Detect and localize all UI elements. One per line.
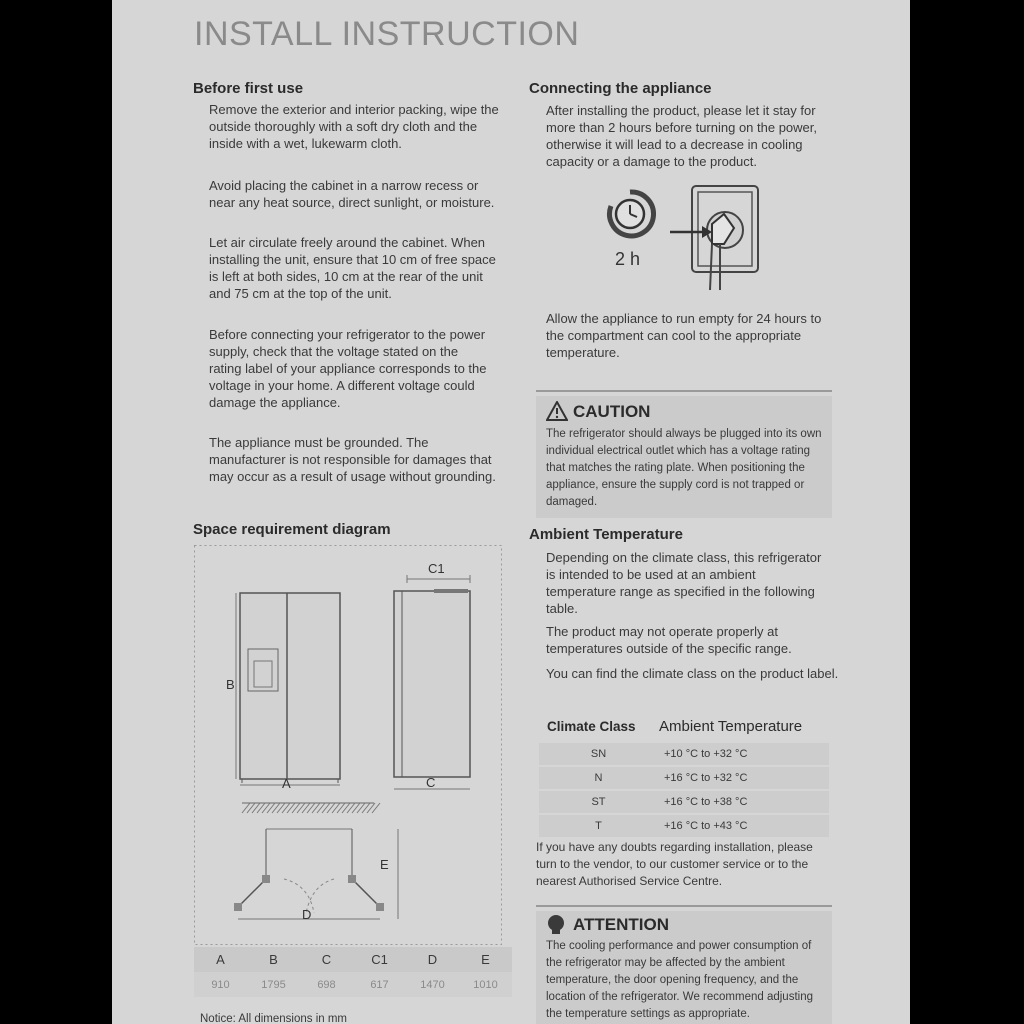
before-use-paragraph-3: Let air circulate freely around the cabinet. When installing the unit, ensure that 10 cm of free space is left at both sides, 10 cm at the rear of the unit and 75 cm at the top of the unit. <box>209 235 496 301</box>
before-first-use-heading: Before first use <box>193 80 304 97</box>
caution-heading: CAUTION <box>573 402 651 421</box>
climate-row <box>539 815 829 837</box>
divider <box>536 390 832 392</box>
installation-doubts-text: If you have any doubts regarding installation, please turn to the vendor, to our customer service or to the nearest Authorised Service Centre. <box>536 840 813 888</box>
ambient-heading: Ambient Temperature <box>529 526 683 543</box>
ambient-temperature-header: Ambient Temperature <box>659 717 803 735</box>
climate-header-row <box>539 711 829 741</box>
connecting-paragraph-1: After installing the product, please let it stay for more than 2 hours before turning on the power, otherwise it will lead to a decrease in cooling capacity or a damage to the product. <box>546 103 818 169</box>
connecting-paragraph-2: Allow the appliance to run empty for 24 hours to the compartment can cool to the appropriate temperature. <box>546 311 822 360</box>
dimension-label-d: D <box>302 907 312 922</box>
page-title: INSTALL INSTRUCTION <box>194 15 580 53</box>
before-use-paragraph-5: The appliance must be grounded. The manufacturer is not responsible for damages that may occur as a result of usage without grounding. <box>209 435 496 484</box>
dim-header: C1 <box>371 952 388 967</box>
dim-header: E <box>481 952 490 967</box>
warning-triangle-icon <box>546 401 568 421</box>
attention-text: The cooling performance and power consumption of the refrigerator may be affected by the ambient temperature, the door opening frequency, and the location of the refrigerator. We recommend adjusting the temperature settings as appropriate. <box>546 940 813 1020</box>
dim-value: 1470 <box>420 978 445 991</box>
climate-row <box>539 767 829 789</box>
before-use-paragraph-1: Remove the exterior and interior packing, wipe the outside thoroughly with a soft dry cloth and the inside with a wet, lukewarm cloth. <box>209 102 499 151</box>
caution-text: The refrigerator should always be plugged into its own individual electrical outlet which has a voltage rating that matches the rating plate. When positioning the appliance, ensure the supply cord is not trapped or damaged. <box>546 428 822 508</box>
climate-range: +10 °C to +32 °C <box>658 743 829 765</box>
dim-header: D <box>427 952 438 967</box>
divider <box>536 905 832 907</box>
climate-class: N <box>539 767 658 789</box>
fridge-top-view <box>234 829 398 919</box>
bulb-icon <box>546 914 566 936</box>
dim-value: 698 <box>317 978 336 991</box>
climate-class: ST <box>539 791 658 813</box>
climate-range: +16 °C to +43 °C <box>658 815 829 837</box>
plug-socket-icon <box>668 184 762 294</box>
wait-time-label: 2 h <box>615 249 641 269</box>
dimensions-header-row <box>194 947 512 972</box>
climate-class: T <box>539 815 658 837</box>
dimensions-table <box>194 947 512 997</box>
space-diagram-heading: Space requirement diagram <box>193 521 391 538</box>
dimension-label-c1: C1 <box>428 561 445 576</box>
connecting-heading: Connecting the appliance <box>529 80 712 97</box>
ambient-paragraph-1: Depending on the climate class, this refrigerator is intended to be used at an ambient temperature range as specified in the following table. <box>546 550 822 616</box>
dim-value: 617 <box>370 978 389 991</box>
climate-range: +16 °C to +38 °C <box>658 791 829 813</box>
dim-value: 1795 <box>261 978 286 991</box>
climate-class-header: Climate Class <box>547 718 636 734</box>
climate-class: SN <box>539 743 658 765</box>
climate-row <box>539 743 829 765</box>
climate-row <box>539 791 829 813</box>
dimensions-notice: Notice: All dimensions in mm <box>200 1013 347 1024</box>
dimension-label-c: C <box>426 775 436 790</box>
fridge-side-view <box>394 575 470 789</box>
before-use-paragraph-4: Before connecting your refrigerator to the power supply, check that the voltage stated on the rating label of your appliance corresponds to the voltage in your home. A different voltage could damage the appliance. <box>209 327 487 410</box>
dim-value: 910 <box>211 978 230 991</box>
space-requirement-diagram <box>194 545 502 945</box>
instruction-page <box>112 0 910 1024</box>
clock-icon <box>606 186 660 242</box>
fridge-front-view <box>236 593 340 785</box>
attention-heading: ATTENTION <box>573 915 670 934</box>
ambient-paragraph-2: The product may not operate properly at temperatures outside of the specific range. <box>546 624 792 656</box>
climate-table <box>539 709 829 839</box>
dimensions-value-row <box>194 972 512 997</box>
before-use-paragraph-2: Avoid placing the cabinet in a narrow recess or near any heat source, direct sunlight, or moisture. <box>209 178 495 210</box>
dim-header: B <box>269 952 278 967</box>
dim-header: A <box>216 952 225 967</box>
dim-value: 1010 <box>473 978 498 991</box>
dimension-label-a: A <box>282 776 291 791</box>
dimension-label-e: E <box>380 857 389 872</box>
dimension-label-b: B <box>226 677 235 692</box>
ambient-paragraph-3: You can find the climate class on the product label. <box>546 666 839 681</box>
climate-range: +16 °C to +32 °C <box>658 767 829 789</box>
dim-header: C <box>321 952 332 967</box>
